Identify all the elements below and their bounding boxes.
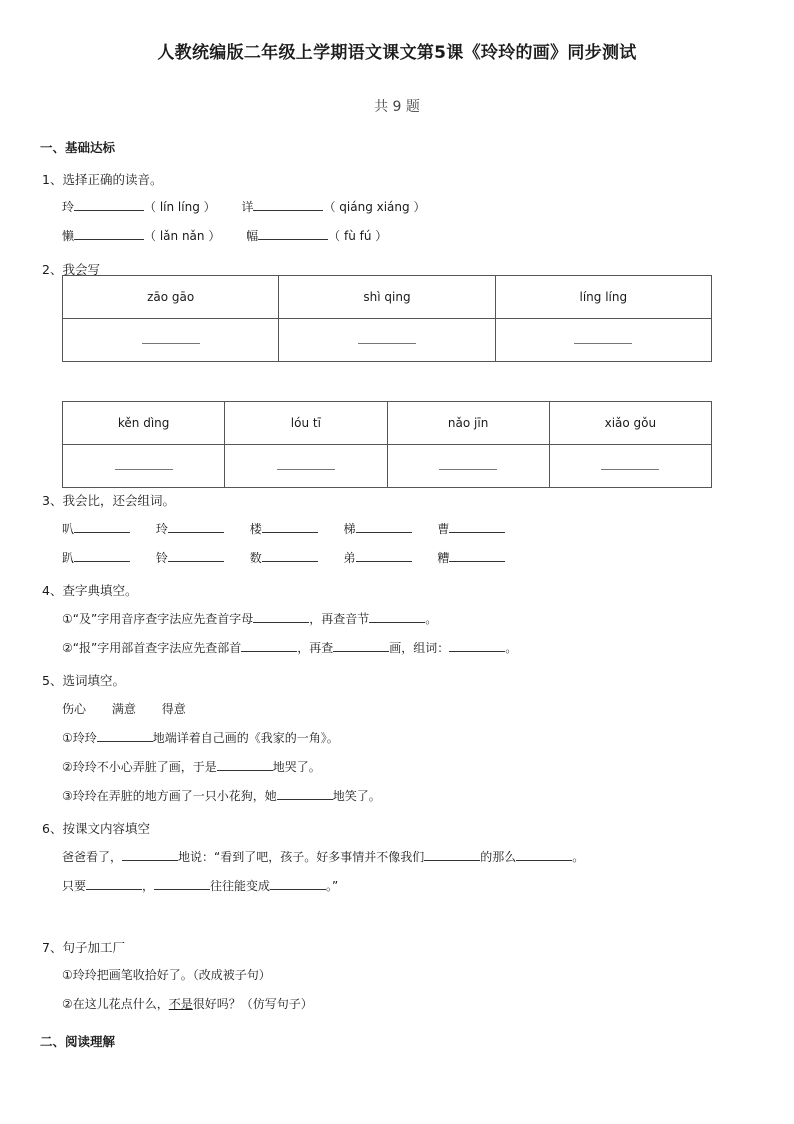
q3-row1	[62, 520, 505, 537]
q1-row1	[62, 198, 425, 215]
answer-blank[interactable]	[258, 227, 328, 240]
question-count: 共 9 题	[374, 99, 420, 115]
answer-blank[interactable]	[424, 848, 480, 861]
pinyin-cell: nǎo jīn	[387, 402, 549, 445]
q4-text: ，再查	[297, 641, 334, 655]
q6-text: 往往能变成	[210, 879, 271, 893]
q1-char: 懒	[62, 229, 75, 243]
q3-char: 楼	[249, 522, 262, 536]
q6-prompt: 6、按课文内容填空	[42, 821, 150, 836]
q3-char: 糟	[437, 551, 450, 565]
q3-char: 梯	[343, 522, 356, 536]
q1-char: 详	[241, 200, 254, 214]
answer-blank[interactable]	[369, 610, 425, 623]
word-option: 伤心	[62, 702, 87, 716]
answer-cell[interactable]	[279, 319, 495, 362]
answer-cell[interactable]	[63, 445, 225, 488]
answer-blank[interactable]	[217, 758, 273, 771]
q4-text: 。	[505, 641, 518, 655]
answer-blank[interactable]	[356, 520, 412, 533]
pinyin-cell: líng líng	[495, 276, 711, 319]
q4-text: ，再查音节	[309, 612, 370, 626]
q5-text: ②玲玲不小心弄脏了画，于是	[62, 760, 217, 774]
word-option: 满意	[111, 702, 136, 716]
answer-cell[interactable]	[225, 445, 387, 488]
answer-cell[interactable]	[495, 319, 711, 362]
q1-options: （ lín líng ）	[144, 200, 216, 214]
answer-blank[interactable]	[168, 520, 224, 533]
q3-char: 趴	[62, 551, 75, 565]
q3-row2	[62, 549, 505, 566]
answer-blank[interactable]	[122, 848, 178, 861]
answer-blank[interactable]	[262, 520, 318, 533]
section-heading-reading: 二、阅读理解	[40, 1034, 116, 1049]
q1-char: 玲	[62, 200, 75, 214]
answer-blank[interactable]	[74, 520, 130, 533]
q6-text: 。	[572, 850, 585, 864]
pinyin-cell: lóu tī	[225, 402, 387, 445]
section-heading-basics: 一、基础达标	[40, 140, 116, 155]
q5-text: ①玲玲	[62, 731, 97, 745]
q1-char: 幅	[246, 229, 259, 243]
q4-line2	[62, 639, 517, 656]
answer-blank[interactable]	[449, 549, 505, 562]
q6-text: 只要	[62, 879, 87, 893]
answer-blank[interactable]	[154, 877, 210, 890]
answer-blank[interactable]	[333, 639, 389, 652]
answer-blank[interactable]	[241, 639, 297, 652]
q4-text: ②“报”字用部首查字法应先查部首	[62, 641, 242, 655]
word-option: 得意	[161, 702, 186, 716]
q4-text: 画，组词：	[389, 641, 450, 655]
answer-blank[interactable]	[97, 729, 153, 742]
q1-options: （ lǎn nǎn ）	[144, 229, 221, 243]
answer-cell[interactable]	[549, 445, 711, 488]
q3-char: 铃	[155, 551, 168, 565]
q5-sentence-1	[62, 729, 339, 746]
q7-prompt: 7、句子加工厂	[42, 940, 125, 955]
answer-blank[interactable]	[262, 549, 318, 562]
answer-blank[interactable]	[449, 520, 505, 533]
pinyin-cell: zāo gāo	[63, 276, 279, 319]
answer-blank[interactable]	[277, 787, 333, 800]
q7-sentence-1: ①玲玲把画笔收拾好了。（改成被子句）	[62, 968, 271, 982]
q3-char: 叭	[62, 522, 75, 536]
q6-text: ，	[142, 879, 155, 893]
q3-char: 数	[249, 551, 262, 565]
answer-blank[interactable]	[270, 877, 326, 890]
q2-prompt: 2、我会写	[42, 262, 100, 277]
answer-blank[interactable]	[86, 877, 142, 890]
pinyin-table-2	[62, 401, 712, 488]
q6-text: 的那么	[480, 850, 517, 864]
q1-prompt: 1、选择正确的读音。	[42, 172, 163, 187]
answer-blank[interactable]	[253, 198, 323, 211]
q7-text: 很好吗？（仿写句子）	[192, 997, 313, 1011]
q5-sentence-2	[62, 758, 321, 775]
q7-sentence-2	[62, 995, 313, 1012]
q4-text: ①“及”字用音序查字法应先查首字母	[62, 612, 254, 626]
answer-blank[interactable]	[74, 198, 144, 211]
q5-text: ③玲玲在弄脏的地方画了一只小花狗，她	[62, 789, 277, 803]
q3-char: 曹	[437, 522, 450, 536]
answer-blank[interactable]	[516, 848, 572, 861]
q6-text: 爸爸看了，	[62, 850, 123, 864]
answer-blank[interactable]	[74, 227, 144, 240]
q5-text: 地端详着自己画的《我家的一角》。	[152, 731, 339, 745]
page-title: 人教统编版二年级上学期语文课文第5课《玲玲的画》同步测试	[157, 43, 637, 63]
pinyin-cell: shì qing	[279, 276, 495, 319]
answer-blank[interactable]	[356, 549, 412, 562]
pinyin-cell: kěn dìng	[63, 402, 225, 445]
q7-underlined-word: 不是	[168, 997, 193, 1011]
answer-blank[interactable]	[168, 549, 224, 562]
q1-row2	[62, 227, 387, 244]
q6-line1	[62, 848, 584, 865]
answer-blank[interactable]	[449, 639, 505, 652]
q1-options: （ qiáng xiáng ）	[323, 200, 426, 214]
q3-char: 弟	[343, 551, 356, 565]
q4-line1	[62, 610, 437, 627]
q5-sentence-3	[62, 787, 381, 804]
answer-cell[interactable]	[387, 445, 549, 488]
q6-text: 。”	[326, 879, 339, 893]
q6-line2	[62, 877, 338, 894]
q3-char: 玲	[155, 522, 168, 536]
q5-text: 地哭了。	[272, 760, 321, 774]
pinyin-cell: xiǎo gǒu	[549, 402, 711, 445]
answer-blank[interactable]	[74, 549, 130, 562]
q1-options: （ fù fú ）	[328, 229, 388, 243]
q6-text: 地说：“看到了吧，孩子。好多事情并不像我们	[178, 850, 425, 864]
answer-cell[interactable]	[63, 319, 279, 362]
q5-text: 地笑了。	[332, 789, 381, 803]
q5-word-bank	[62, 700, 186, 717]
q3-prompt: 3、我会比，还会组词。	[42, 493, 175, 508]
q5-prompt: 5、选词填空。	[42, 673, 125, 688]
q4-text: 。	[425, 612, 438, 626]
q4-prompt: 4、查字典填空。	[42, 583, 138, 598]
answer-blank[interactable]	[253, 610, 309, 623]
q7-text: ②在这儿花点什么，	[62, 997, 169, 1011]
pinyin-table-1	[62, 275, 712, 362]
